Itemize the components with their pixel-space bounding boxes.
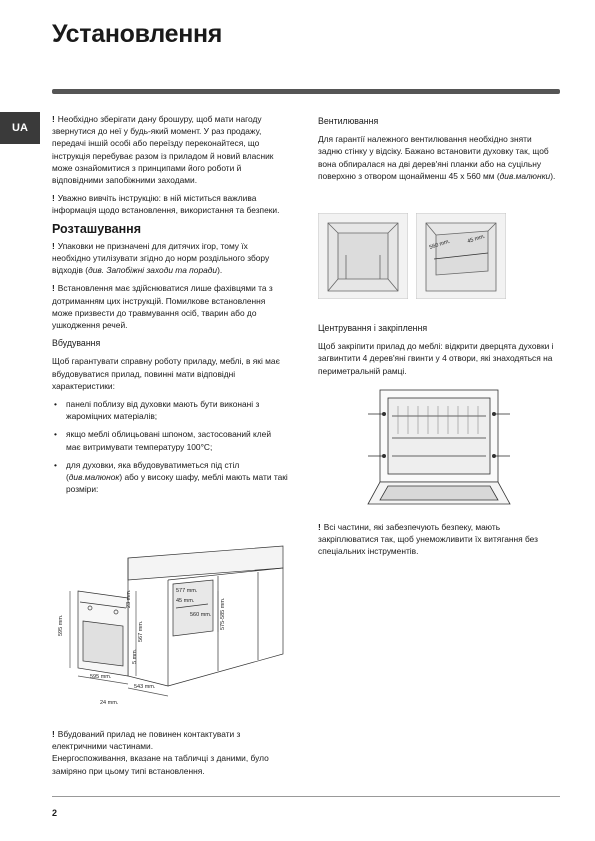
centering-section xyxy=(318,320,558,377)
centering-paragraph: Щоб закріпити прилад до меблі: відкрити дверцята духовки і загвинтити 4 дерев'яні гвинти у 4 отвори, які знаходяться на периметральній рамці. xyxy=(318,341,554,376)
list-item: • якщо меблі облицьовані шпоном, застосований клей має витримувати температуру 100°С; xyxy=(52,428,288,452)
page-number: 2 xyxy=(52,808,58,818)
list-item: • для духовки, яка вбудовуватиметься під стіл (див.малюнок) або у високу шафу, меблі мають мати такі розміри: xyxy=(52,459,288,496)
footer-rule xyxy=(52,796,560,797)
warning-icon: ! xyxy=(52,240,55,251)
dim-575-585: 575-585 mm. xyxy=(220,597,226,630)
warning-icon: ! xyxy=(52,729,55,739)
oven-fixing-figure xyxy=(364,386,514,511)
warning-icon: ! xyxy=(318,522,321,532)
safety-reference: див. Запобіжні заходи та поради xyxy=(88,265,218,276)
title-rule xyxy=(52,89,560,94)
warning-icon: ! xyxy=(52,114,55,124)
builtin-heading: Вбудування xyxy=(52,338,101,349)
warning-icon: ! xyxy=(52,193,55,204)
centering-heading: Центрування і закріплення xyxy=(318,323,428,333)
dim-595-width: 595 mm. xyxy=(90,674,112,680)
bottom-note: ! Вбудований прилад не повинен контактувати з електричними частинами. Енергоспоживання, вказане на табличці з даними, було заміряно при цьому типі встановлення. xyxy=(52,729,269,776)
location-heading: Розташування xyxy=(52,221,142,236)
ventilation-heading: Вентилювання xyxy=(318,116,379,126)
right-column xyxy=(318,113,558,188)
left-column xyxy=(52,113,288,501)
page-title: Установлення xyxy=(52,20,223,48)
ventilation-paragraph: Для гарантії належного вентилювання необхідно зняти задню стінку у відсіку. Бажано встановити духовку так, щоб вона обпиралася на дві дерев'яні планки або на суцільну поверхню з отвором щонайменш 45 x 560 мм (див.малюнки). xyxy=(318,134,556,181)
furniture-requirements-list xyxy=(52,398,288,495)
dim-560: 560 mm. xyxy=(190,612,212,618)
list-item: • панелі поблизу від духовки мають бути виконані з жароміцних матеріалів; xyxy=(52,398,288,422)
dim-23: 23 mm. xyxy=(126,589,132,608)
read-instructions-paragraph: ! Уважно вивчіть інструкцію: в ній міститься важлива інформація щодо встановлення, використання та безпеки. xyxy=(52,193,280,216)
dim-595-vertical: 595 mm. xyxy=(58,614,64,636)
builtin-paragraph: Щоб гарантувати справну роботу приладу, меблі, в які має вбудовуватися прилад, повинні мати відповідні характеристики: xyxy=(52,356,280,391)
safety-note: ! Всі частини, які забезпечують безпеку, мають закріплюватися так, щоб унеможливити їх витягання без спеціальних інструментів. xyxy=(318,522,538,557)
dim-45: 45 mm. xyxy=(176,598,195,604)
intro-paragraph: ! Необхідно зберігати дану брошуру, щоб мати нагоду звернутися до неї у будь-який момент. У раз продажу, передачі іншій особі або переїзду переконайтеся, що інструкція перебуває разом із приладом й новий власник може ознайомитися з принципами його роботи й відповідними запобіжними заходами. xyxy=(52,114,274,186)
dim-577: 577 mm. xyxy=(176,588,198,594)
vent-dim-560: 560 mm. xyxy=(428,238,451,251)
dim-5: 5 mm. xyxy=(132,648,138,664)
language-tab: UA xyxy=(0,112,40,144)
installers-paragraph: ! Встановлення має здійснюватися лише фахівцями та з дотриманням цих інструкцій. Помилкове встановлення може призвести до травмування осіб, тварин або до ушкодження речей. xyxy=(52,283,273,331)
ventilation-figure-right xyxy=(416,213,506,299)
warning-icon: ! xyxy=(52,283,55,294)
ventilation-figure-left xyxy=(318,213,408,299)
dim-543: 543 mm. xyxy=(134,684,156,690)
vent-dim-45: 45 mm. xyxy=(466,233,487,245)
packaging-paragraph: ! Упаковки не призначені для дитячих ігор, тому їх необхідно утилізувати згідно до норм роздільного збору відходів (див. Запобіжні заходи та поради). xyxy=(52,240,270,276)
builtin-dimensions-figure xyxy=(58,536,294,716)
dim-567: 567 mm. xyxy=(138,620,144,642)
dim-24: 24 mm. xyxy=(100,700,119,706)
